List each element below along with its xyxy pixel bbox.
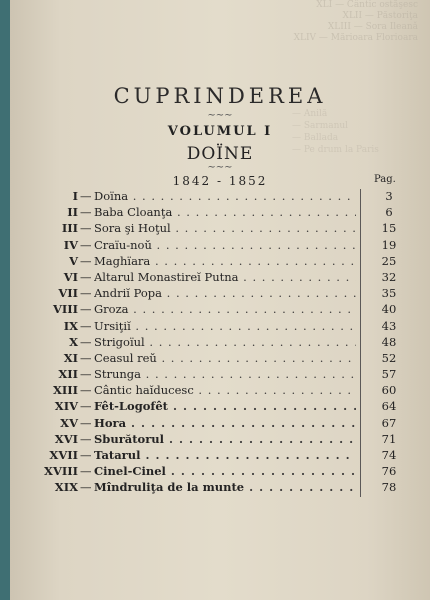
entry-number: VIII — [52, 302, 78, 317]
entry-page: 60 — [381, 383, 397, 398]
page-title: CUPRINDEREA — [113, 84, 327, 108]
toc-entry — [10, 335, 430, 351]
column-rule — [360, 367, 361, 383]
toc-entry — [10, 399, 430, 415]
column-rule — [360, 464, 361, 480]
entry-page: 78 — [381, 480, 397, 495]
entry-number: XVII — [49, 448, 78, 462]
toc-entry — [10, 286, 430, 302]
toc-entry — [10, 464, 430, 480]
entry-dash: — — [80, 448, 92, 462]
page-column-label: Pag. — [374, 174, 396, 185]
entry-page: 71 — [381, 431, 397, 446]
column-rule — [360, 286, 361, 302]
toc-entry — [10, 270, 430, 286]
entry-title: Sora şi Hoţul . . . — [94, 221, 356, 235]
column-rule — [360, 383, 361, 399]
entry-number: III — [61, 221, 78, 236]
show-through-text-lower: — Anilă — Sarmanul — Ballada — Pe drum la Paris — [292, 109, 379, 155]
entry-title: Fêt-Logofêt . . . — [94, 399, 356, 413]
entry-dash: — — [80, 302, 92, 317]
years-range: 1842 - 1852 — [172, 174, 268, 188]
section-heading: DOÏNE — [186, 144, 254, 164]
column-rule — [360, 319, 361, 335]
entry-title: Maghïara . . . — [94, 254, 356, 268]
entry-dash: — — [80, 415, 92, 430]
toc-entry — [10, 205, 430, 221]
column-rule — [360, 432, 361, 448]
entry-title: Tatarul . . . — [94, 448, 356, 462]
entry-dash: — — [80, 367, 92, 382]
entry-page: 19 — [381, 237, 397, 252]
entry-number: X — [69, 334, 78, 349]
entry-dash: — — [80, 431, 92, 446]
entry-title: Hora . . . — [94, 416, 356, 430]
entry-dash: — — [80, 253, 92, 268]
entry-page: 25 — [381, 253, 397, 268]
toc-entry — [10, 448, 430, 464]
toc-entry — [10, 351, 430, 367]
entry-number: XII — [58, 367, 78, 382]
entry-number: V — [69, 253, 78, 268]
entry-page: 57 — [381, 367, 397, 382]
ornament: ∼∼∼ — [207, 110, 233, 121]
column-rule — [360, 270, 361, 286]
entry-page: 3 — [385, 189, 393, 203]
entry-title: Andriĭ Popa . . . — [94, 286, 356, 300]
column-rule — [360, 335, 361, 351]
table-of-contents — [10, 189, 430, 497]
entry-number: XIII — [52, 383, 78, 398]
entry-dash: — — [80, 464, 92, 479]
toc-entry — [10, 189, 430, 205]
entry-title: Altarul Monastireĭ Putna . . . — [94, 270, 356, 284]
entry-dash: — — [80, 205, 92, 220]
entry-title: Cinel-Cinel . . . — [94, 464, 356, 478]
entry-number: IV — [63, 237, 78, 252]
column-rule — [360, 205, 361, 221]
entry-page: 40 — [381, 302, 397, 317]
entry-title: Doïna . . . — [94, 189, 356, 203]
entry-title: Ceasul reŭ . . . — [94, 351, 356, 365]
toc-entry — [10, 383, 430, 399]
entry-page: 76 — [381, 464, 397, 479]
entry-dash: — — [80, 286, 92, 301]
ornament-2: ∼∼∼ — [207, 162, 233, 173]
toc-entry — [10, 302, 430, 318]
entry-number: XVIII — [44, 464, 78, 479]
entry-dash: — — [80, 269, 92, 284]
entry-number: XIV — [54, 399, 78, 414]
column-rule — [360, 480, 361, 496]
column-rule — [360, 399, 361, 415]
entry-dash: — — [80, 383, 92, 398]
column-rule — [360, 221, 361, 237]
column-rule — [360, 302, 361, 318]
toc-entry — [10, 416, 430, 432]
entry-title: Strunga . . . — [94, 367, 356, 381]
column-rule — [360, 448, 361, 464]
entry-title: Cântic haĭducesc . . . — [94, 383, 356, 397]
entry-dash: — — [80, 318, 92, 333]
entry-number: II — [67, 205, 78, 220]
column-rule — [360, 238, 361, 254]
entry-dash: — — [80, 350, 92, 365]
entry-dash: — — [80, 480, 92, 495]
entry-title: Groza . . . — [94, 302, 356, 316]
entry-title: Sburătorul . . . — [94, 432, 356, 446]
book-page — [10, 0, 430, 600]
entry-title: Strigoïul . . . — [94, 335, 356, 349]
entry-dash: — — [80, 221, 92, 236]
entry-number: XV — [60, 415, 78, 430]
toc-entry — [10, 221, 430, 237]
entry-number: VII — [58, 286, 78, 301]
entry-title: Mîndruliţa de la munte . . . — [94, 480, 356, 494]
toc-entry — [10, 367, 430, 383]
entry-title: Ursiţiĭ . . . — [94, 319, 356, 333]
column-rule — [360, 416, 361, 432]
entry-dash: — — [80, 237, 92, 252]
show-through-text: XLI — Cântic ostăşesc XLII — Păstoriţa XLIII — Sora Ileanǎ XLIV — Mărioara Florioara — [293, 0, 418, 43]
entry-page: 35 — [381, 286, 397, 301]
entry-dash: — — [80, 334, 92, 349]
toc-entry — [10, 319, 430, 335]
entry-title: Craïu-noŭ . . . — [94, 238, 356, 252]
entry-dash: — — [80, 189, 92, 203]
entry-number: I — [72, 189, 78, 203]
entry-page: 6 — [385, 205, 393, 220]
entry-title: Baba Cloanţa . . . — [94, 205, 356, 219]
entry-page: 74 — [381, 448, 397, 462]
entry-page: 32 — [381, 269, 397, 284]
entry-dash: — — [80, 399, 92, 414]
toc-entry — [10, 432, 430, 448]
entry-number: XVI — [54, 431, 78, 446]
entry-page: 43 — [381, 318, 397, 333]
column-rule — [360, 254, 361, 270]
entry-page: 15 — [381, 221, 397, 236]
entry-number: XI — [63, 350, 78, 365]
entry-page: 48 — [381, 334, 397, 349]
column-rule — [360, 189, 361, 205]
entry-page: 64 — [381, 399, 397, 414]
entry-number: VI — [63, 269, 78, 284]
entry-page: 67 — [381, 415, 397, 430]
entry-number: IX — [63, 318, 78, 333]
entry-page: 52 — [381, 350, 397, 365]
column-rule — [360, 351, 361, 367]
toc-entry — [10, 238, 430, 254]
volume-heading: VOLUMUL I — [167, 124, 273, 139]
toc-entry — [10, 480, 430, 496]
entry-number: XIX — [54, 480, 78, 495]
toc-entry — [10, 254, 430, 270]
